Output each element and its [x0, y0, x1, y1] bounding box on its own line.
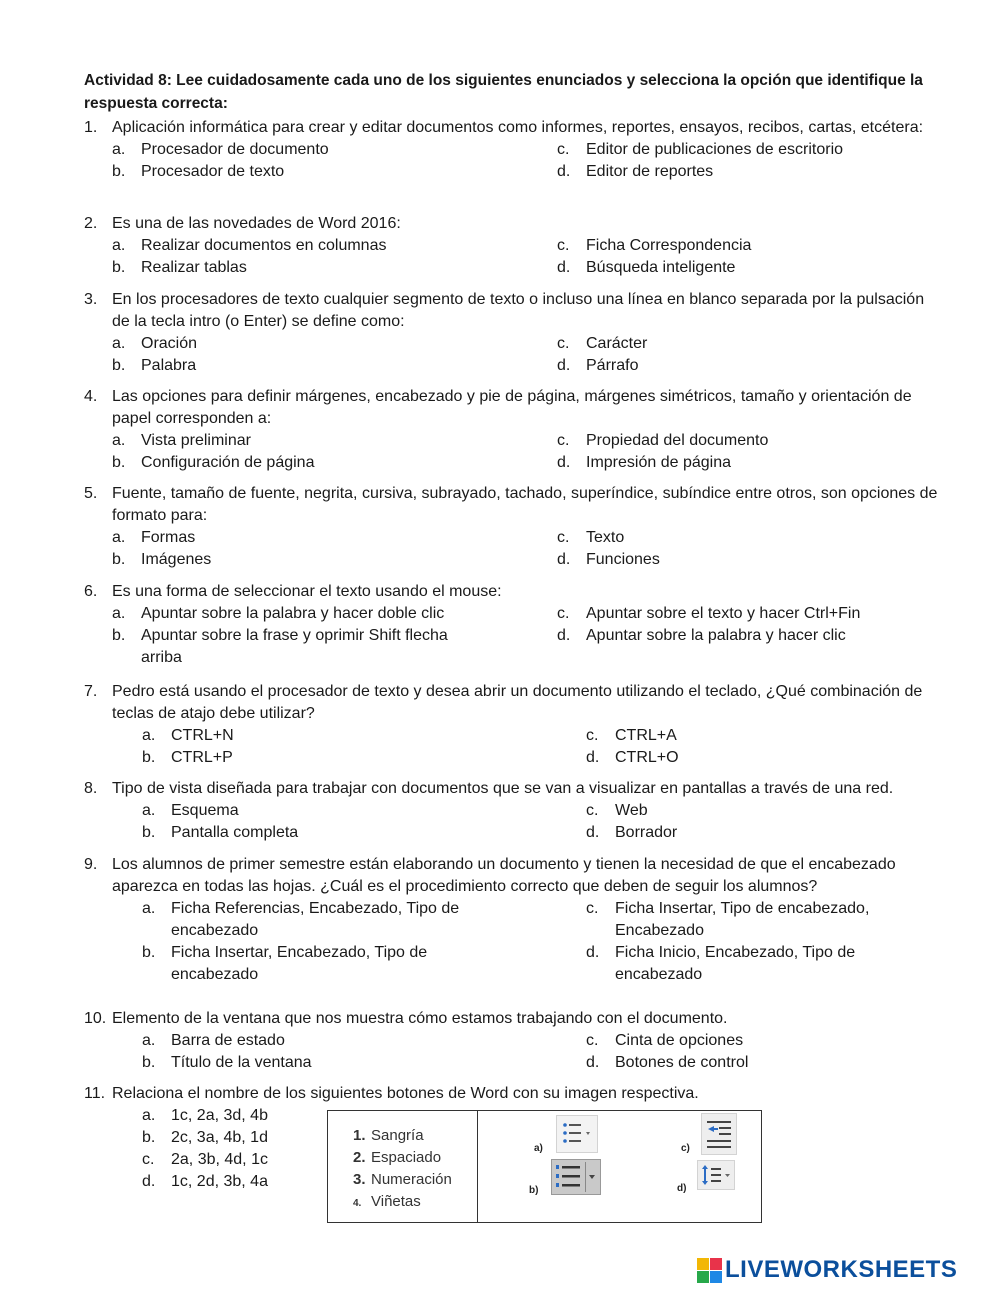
question-text: Pedro está usando el procesador de texto y desea abrir un documento utilizando el teclado, ¿Qué combinación de teclas de atajo debe utilizar? [112, 683, 923, 722]
options: a. Procesador de documento b. Procesador de texto c. Editor de publicaciones de escritorio d. Editor de reportes [112, 141, 844, 180]
question-number: 10. [84, 1010, 107, 1027]
question-3 [84, 289, 944, 377]
list-item: 1. Sangría [353, 1127, 424, 1144]
activity-title: Actividad 8: Lee cuidadosamente cada uno de los siguientes enunciados y selecciona la opción que identifique la respuesta correcta: [84, 72, 923, 112]
question-9 [84, 854, 944, 986]
matching-table [327, 1110, 762, 1223]
image-label-a: a) [534, 1143, 543, 1154]
options: a. Formas b. Imágenes c. Texto d. Funciones [112, 529, 660, 568]
question-5 [84, 483, 944, 571]
options: a. Vista preliminar b. Configuración de página c. Propiedad del documento d. Impresión de página [112, 432, 769, 471]
options: a. Barra de estado b. Título de la ventana c. Cinta de opciones d. Botones de control [142, 1032, 749, 1071]
question-number: 8. [84, 780, 98, 797]
question-6 [84, 581, 944, 669]
options: a. Oración b. Palabra c. Carácter d. Párrafo [112, 335, 648, 374]
question-text: Elemento de la ventana que nos muestra cómo estamos trabajando con el documento. [112, 1010, 728, 1027]
question-text: Es una de las novedades de Word 2016: [112, 215, 401, 232]
brand-name: LIVEWORKSHEETS [725, 1256, 958, 1283]
question-text: Aplicación informática para crear y editar documentos como informes, reportes, ensayos, recibos, cartas, etcétera: [112, 119, 924, 136]
question-number: 4. [84, 388, 98, 405]
options: a. CTRL+N b. CTRL+P c. CTRL+A d. CTRL+O [142, 727, 679, 766]
image-label-c: c) [681, 1143, 690, 1154]
options: a. Ficha Referencias, Encabezado, Tipo de encabezado b. Ficha Insertar, Encabezado, Tipo de encabezado c. Ficha Insertar, Tipo de encabezado, Encabezado d. Ficha Inicio, Encabezado, Tipo de encabezado [142, 900, 870, 983]
table-divider [477, 1111, 478, 1222]
options: a. Apuntar sobre la palabra y hacer doble clic b. Apuntar sobre la frase y oprimir Shift flecha arriba c. Apuntar sobre el texto y hacer Ctrl+Fin d. Apuntar sobre la palabra y hacer clic [112, 605, 861, 666]
question-number: 9. [84, 856, 98, 873]
button-name-list [353, 1125, 452, 1215]
question-2 [84, 213, 944, 279]
question-text: En los procesadores de texto cualquier segmento de texto o incluso una línea en blanco separada por la pulsación de la tecla intro (o Enter) se define como: [112, 291, 925, 330]
question-number: 7. [84, 683, 98, 700]
list-item: 2. Espaciado [353, 1149, 442, 1166]
line-spacing-icon [697, 1160, 735, 1190]
indent-icon [701, 1113, 737, 1155]
question-1 [84, 117, 944, 183]
question-text: Es una forma de seleccionar el texto usando el mouse: [112, 583, 502, 600]
question-7 [84, 681, 944, 769]
question-4 [84, 386, 944, 474]
image-label-b: b) [529, 1185, 539, 1196]
options: a. 1c, 2a, 3d, 4b b. 2c, 3a, 4b, 1d c. 2a, 3b, 4d, 1c d. 1c, 2d, 3b, 4a [142, 1107, 268, 1190]
question-number: 2. [84, 215, 98, 232]
question-8 [84, 778, 944, 844]
question-10 [84, 1008, 944, 1074]
question-number: 1. [84, 119, 98, 136]
question-text: Relaciona el nombre de los siguientes botones de Word con su imagen respectiva. [112, 1085, 699, 1102]
numbering-icon [551, 1159, 601, 1195]
question-text: Tipo de vista diseñada para trabajar con documentos que se van a visualizar en pantallas a través de una red. [112, 780, 894, 797]
liveworksheets-logo-icon [697, 1258, 723, 1286]
liveworksheets-logo [697, 1256, 997, 1286]
image-label-d: d) [677, 1183, 687, 1194]
question-number: 11. [84, 1085, 106, 1102]
question-text: Fuente, tamaño de fuente, negrita, cursiva, subrayado, tachado, superíndice, subíndice entre otros, son opciones de formato para: [112, 485, 938, 524]
question-number: 6. [84, 583, 98, 600]
question-text: Las opciones para definir márgenes, encabezado y pie de página, márgenes simétricos, tamaño y orientación de papel corresponden a: [112, 388, 912, 427]
options: a. Esquema b. Pantalla completa c. Web d. Borrador [142, 802, 678, 841]
options: a. Realizar documentos en columnas b. Realizar tablas c. Ficha Correspondencia d. Búsqueda inteligente [112, 237, 752, 276]
question-number: 5. [84, 485, 98, 502]
question-number: 3. [84, 291, 98, 308]
question-text: Los alumnos de primer semestre están elaborando un documento y tienen la necesidad de que el encabezado aparezca en todas las hojas. ¿Cuál es el procedimiento correcto que deben de seguir los alumnos? [112, 856, 896, 895]
bullets-icon [556, 1115, 598, 1153]
list-item: 3. Numeración [353, 1171, 452, 1188]
list-item: 4. Viñetas [353, 1193, 421, 1210]
